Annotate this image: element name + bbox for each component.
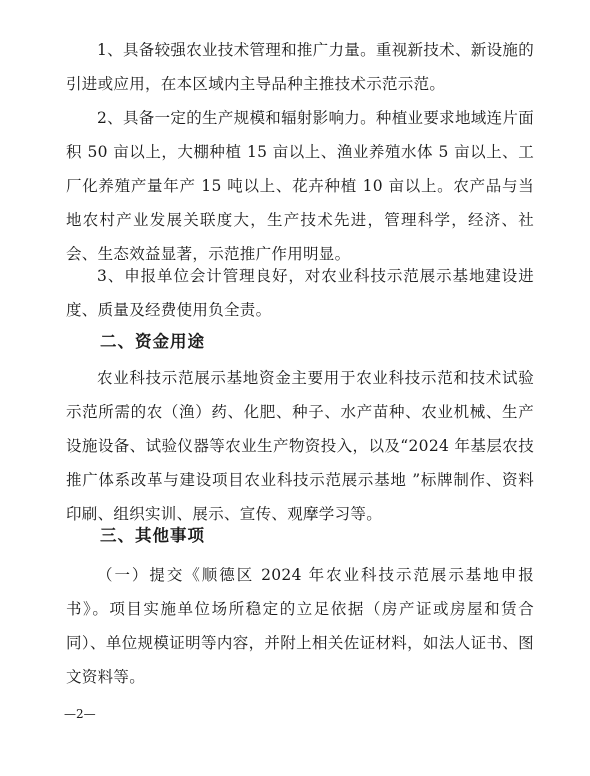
page-number: —2— <box>64 707 96 721</box>
paragraph-funds: 农业科技示范展示基地资金主要用于农业科技示范和技术试验示范所需的农（渔）药、化肥、种子、水产苗种、农业机械、生产设施设备、试验仪器等农业生产物资投入，以及“2024 年基层农技推广体系改革与建设项目农业科技示范展示基地 ”标牌制作、资料印刷、组织实训、展示、宣传、观摩学习等。 <box>66 369 534 523</box>
paragraph-other-1: （一）提交《顺德区 2024 年农业科技示范展示基地申报书》。项目实施单位场所稳定的立足依据（房产证或房屋和赁合同）、单位规模证明等内容，并附上相关佐证材料，如法人证书、图文资料等。 <box>66 566 534 686</box>
section-heading-funds: 二、资金用途 <box>100 332 205 351</box>
section-heading-other: 三、其他事项 <box>100 526 205 545</box>
paragraph-item-3: 3、申报单位会计管理良好，对农业科技示范展示基地建设进度、质量及经费使用负全责。 <box>66 267 534 319</box>
paragraph-item-2: 2、具备一定的生产规模和辐射影响力。种植业要求地域连片面积 50 亩以上，大棚种植 15 亩以上、渔业养殖水体 5 亩以上、工厂化养殖产量年产 15 吨以上、花卉种植 10 亩以上。农产品与当地农村产业发展关联度大，生产技术先进，管理科学，经济、社会、生态效益显著，示范推广作用明显。 <box>66 109 534 263</box>
paragraph-item-1: 1、具备较强农业技术管理和推广力量。重视新技术、新设施的引进或应用，在本区域内主导品种主推技术示范示范。 <box>66 41 534 93</box>
